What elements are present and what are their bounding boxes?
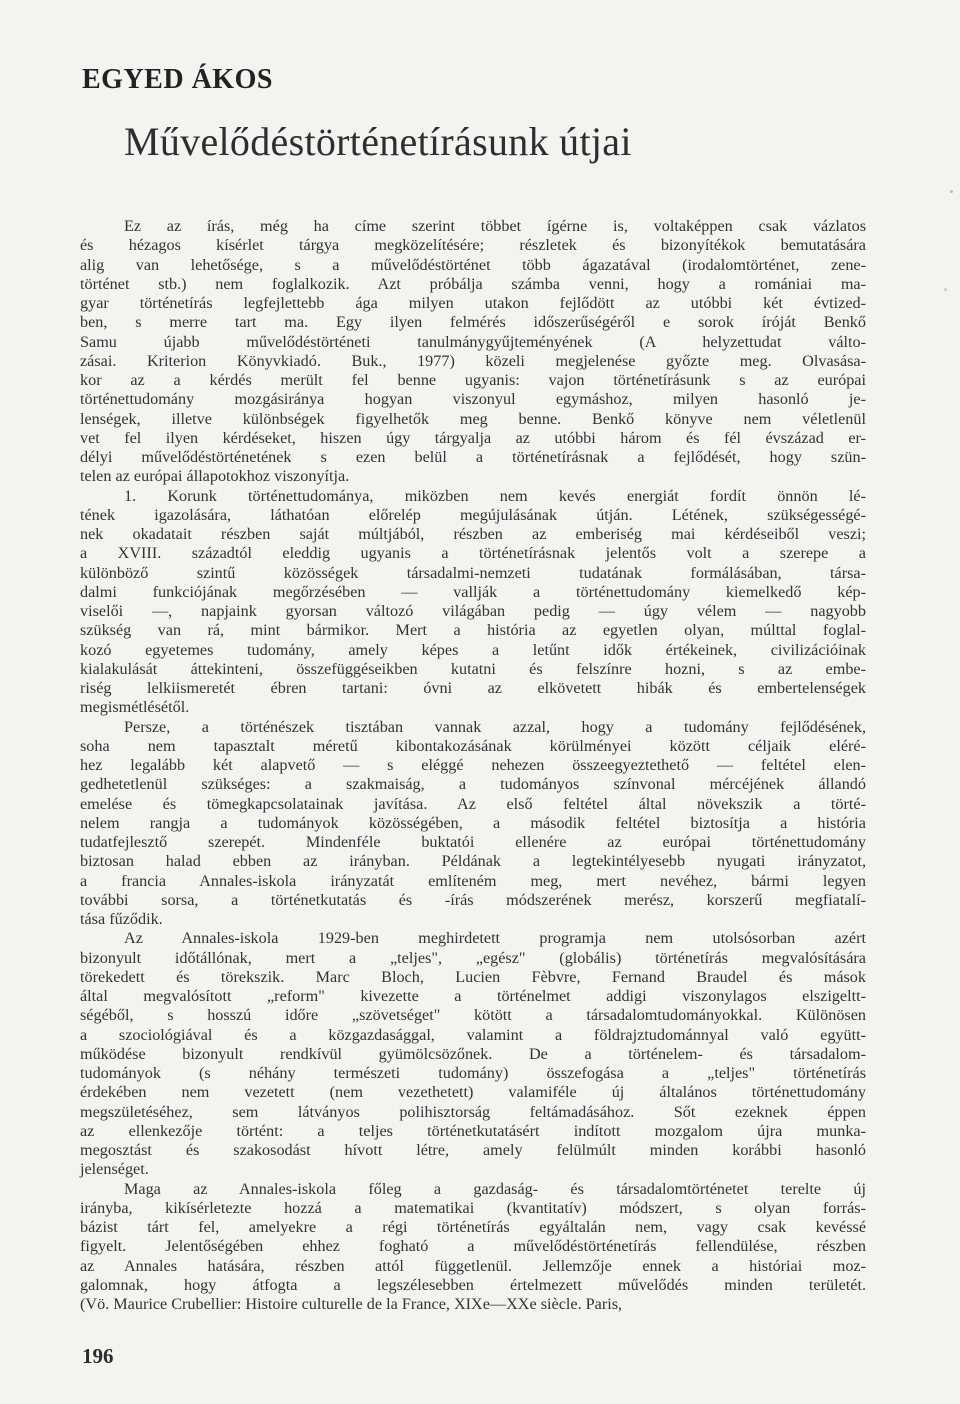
text-line: hez legalább két alapvető — s eléggé nehezen összeegyeztethető — feltétel elen- [80, 756, 866, 774]
paper-speck [944, 288, 947, 291]
text-line: ségéből, s hosszú időre „szövetséget" kötött a társadalomtudományokkal. Különösen [80, 1006, 866, 1025]
paragraph [80, 1180, 866, 1315]
paragraph [80, 487, 866, 718]
text-line: biztosan halad ebben az irányban. Példának a legtekintélyesebb nyugati irányzatot, [80, 852, 866, 871]
text-line: kozó egyetemes tudomány, amely képes a letűnt idők értékeinek, civilizációinak [80, 640, 866, 659]
text-line: szükség van rá, mint bármikor. Mert a história az egyetlen olyan, múlttal foglal- [80, 621, 866, 640]
text-line: történettudomány mozgásiránya hogyan viszonyul egymáshoz, milyen hasonló je- [80, 390, 866, 409]
text-line: galomnak, hogy átfogta a legszélesebben értelmezett művelődés minden területét. [80, 1275, 866, 1294]
text-line: a francia Annales-iskola irányzatát említeném meg, mert nevéhez, bármi legyen [80, 871, 866, 890]
text-line: bizonyult időtállónak, mert a „teljes", „egész" (globális) történetírás megvalósítására [80, 948, 866, 967]
text-line: törekedett és törekszik. Marc Bloch, Lucien Fèbvre, Fernand Braudel és mások [80, 967, 866, 986]
paragraph [80, 718, 866, 930]
text-line: történet stb.) nem foglalkozik. Azt próbálja számba venni, hogy a romániai ma- [80, 274, 866, 293]
text-line: 1. Korunk történettudománya, miközben nem kevés energiát fordít önnön lé- [124, 486, 866, 505]
text-line: a XVIII. századtól eleddig ugyanis a történetírásnak jelentős volt a szerepe a [80, 544, 866, 563]
text-line: kor az a kérdés merült fel benne ugyanis: vajon történetírásunk s az európai [80, 371, 866, 389]
text-line: telen az európai állapotokhoz viszonyítja. [80, 467, 350, 486]
text-line: nek okadatait részben saját múltjából, részben az emberiség mai kérdéseiből veszi; [80, 525, 866, 543]
text-line: által megvalósított „reform" kivezette a történelmet addigi viszonylagos elszigeltt- [80, 987, 866, 1005]
text-line: Samu újabb művelődéstörténeti tanulmánygyűjteményének (A helyzettudat válto- [80, 332, 866, 351]
text-line: bázist tárt fel, amelyekre a régi történetírás egyáltalán nem, vagy csak kevéssé [80, 1218, 866, 1236]
text-line: alig van lehetősége, s a művelődéstörténet több ágazatával (irodalomtörténet, zene- [80, 255, 866, 274]
text-line: tudományok (s néhány természeti tudomány) összefogása a „teljes" történetírás [80, 1064, 866, 1082]
text-line: vet fel ilyen kérdéseket, hiszen úgy tárgyalja az utóbbi három és fél évszázad er- [80, 428, 866, 447]
paragraph [80, 217, 866, 487]
text-line: zásai. Kriterion Könyvkiadó. Buk., 1977) közeli megjelenése győzte meg. Olvasása- [80, 351, 866, 370]
text-line: további sorsa, a történetkutatás és -írás módszerének merész, korszerű megfiatalí- [80, 890, 866, 909]
article-title: Művelődéstörténetírásunk útjai [124, 119, 632, 164]
text-line: tása fűződik. [80, 910, 163, 928]
text-line: Persze, a történészek tisztában vannak azzal, hogy a tudomány fejlődésének, [124, 717, 866, 736]
text-line: irányba, kikísérletezte hozzá a matematikai (kvantitatív) módszert, s olyan forrás- [80, 1198, 866, 1217]
text-line: dalmi funkciójának megőrzésében — vallják a történettudomány kiemelkedő kép- [80, 582, 866, 601]
text-line: megismétlésétől. [80, 698, 190, 717]
text-line: emelése és tömegkapcsolatainak javítása. Az első feltétel által növekszik a törté- [80, 794, 866, 813]
text-line: (Vö. Maurice Crubellier: Histoire culturelle de la France, XIXe—XXe siècle. Paris, [80, 1295, 623, 1313]
text-line: az ellenkezője történt: a teljes történetkutatásért indított mozgalom újra munka- [80, 1121, 866, 1140]
text-line: gyar történetírás legfejlettebb ága milyen utakon fejlődött az utóbbi két évtized- [80, 294, 866, 312]
text-line: jelenséget. [80, 1160, 149, 1179]
text-line: működése bizonyult rendkívül gyümölcsözőnek. De a történelem- és társadalom- [80, 1044, 866, 1063]
text-line: figyelt. Jelentőségében ehhez fogható a művelődéstörténetírás fellendülése, részben [80, 1237, 866, 1256]
text-line: az Annales hatására, részben attól függetlenül. Jellemzője ennek a históriai moz- [80, 1256, 866, 1275]
paragraph [80, 929, 866, 1179]
text-line: riség lelkiismeretét ébren tartani: óvni az elkövetett hibák és embertelenségek [80, 679, 866, 697]
text-line: lenségek, illetve különbségek figyelhetők meg benne. Benkő könyve nem véletlenül [80, 409, 866, 428]
paper-speck [950, 190, 953, 193]
page-number: 196 [82, 1344, 114, 1368]
text-line: tének igazolására, láthatóan előrelép megújulásának útján. Létének, szükségességé- [80, 505, 866, 524]
text-line: a szociológiával és a közgazdasággal, valamint a földrajztudománnyal való együtt- [80, 1025, 866, 1044]
text-line: tudatfejlesztő szerepét. Mindenféle buktatói ellenére az európai történettudomány [80, 833, 866, 851]
text-line: különböző szintű közösségek társadalmi-nemzeti tudatának formálásában, társa- [80, 563, 866, 582]
text-line: viselői —, napjaink gyorsan változó világában pedig — úgy vélem — nagyobb [80, 602, 866, 620]
text-line: soha nem tapasztalt méretű kibontakozásának körülményei között céljaik eléré- [80, 736, 866, 755]
text-line: érdekében nem vezetett (nem vezethetett) valamiféle új általános történettudomány [80, 1083, 866, 1102]
text-line: ben, s merre tart ma. Egy ilyen felmérés időszerűségéről e sorok íróját Benkő [80, 313, 866, 332]
text-line: Ez az írás, még ha címe szerint többet ígérne is, voltaképpen csak vázlatos [124, 217, 866, 235]
text-line: délyi művelődéstörténetének s ezen belül a történetírásnak a fejlődését, hogy szün- [80, 448, 866, 466]
article-body [80, 217, 866, 1314]
text-line: nelem rangja a tudományok közösségében, a második feltétel biztosítja a história [80, 813, 866, 832]
text-line: Maga az Annales-iskola főleg a gazdaság- és társadalomtörténetet terelte új [124, 1179, 866, 1198]
text-line: gedhetetlenül szükséges: a szakmaiság, a tudományos színvonal mércéjének állandó [80, 775, 866, 794]
text-line: kialakulását áttekinteni, összefüggéseikben kutatni és felszínre hozni, s az embe- [80, 659, 866, 678]
text-line: megszületéséhez, sem látványos polihisztorság feltámadásához. Sőt ezeknek éppen [80, 1102, 866, 1121]
author-name: EGYED ÁKOS [82, 64, 273, 95]
text-line: megosztást és szakosodást hívott létre, amely felülmúlt minden korábbi hasonló [80, 1141, 866, 1159]
text-line: Az Annales-iskola 1929-ben meghirdetett programja nem utolsósorban azért [124, 929, 866, 948]
text-line: és hézagos kísérlet tárgya megközelítésére; részletek és bizonyítékok bemutatására [80, 236, 866, 255]
